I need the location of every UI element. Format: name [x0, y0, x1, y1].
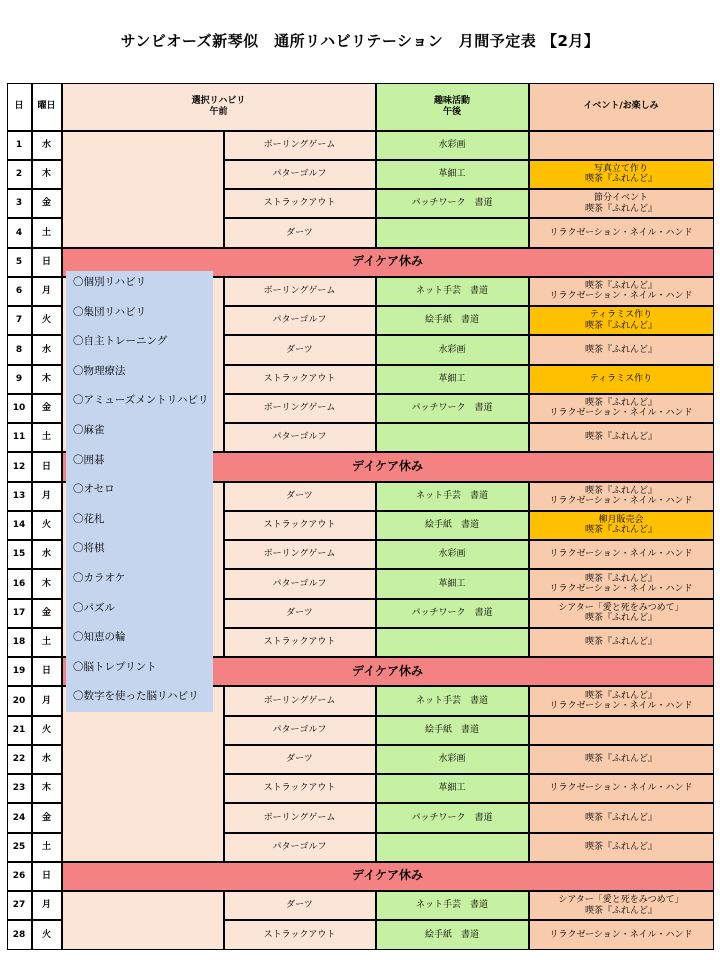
afternoon-activity: 絵手紙 書道 [376, 306, 529, 335]
event-cell-line: シアター「愛と死をみつめて」 [558, 602, 684, 613]
afternoon-activity: ネット手芸 書道 [376, 277, 529, 306]
event-cell [529, 365, 714, 394]
afternoon-activity: 水彩画 [376, 335, 529, 364]
afternoon-activity [376, 423, 529, 452]
event-cell-line: 喫茶『ふれんど』 [584, 613, 657, 624]
afternoon-activity: 絵手紙 書道 [376, 511, 529, 540]
morning-activity: パターゴルフ [224, 160, 376, 189]
event-cell-line: ティラミス作り [589, 373, 653, 384]
rehab-menu-panel [66, 271, 213, 712]
event-cell-line: リラクゼーション・ネイル・ハンド [549, 408, 693, 419]
event-cell-line: リラクゼーション・ネイル・ハンド [549, 227, 693, 238]
event-cell-line: 喫茶『ふれんど』 [584, 754, 657, 765]
weekday-cell: 土 [32, 218, 62, 247]
afternoon-activity: 水彩画 [376, 745, 529, 774]
afternoon-activity: パッチワーク 書道 [376, 599, 529, 628]
weekday-cell: 木 [32, 365, 62, 394]
day-number: 5 [7, 248, 32, 277]
weekday-cell: 火 [32, 716, 62, 745]
weekday-cell: 月 [32, 891, 62, 920]
menu-item: 〇将棋 [73, 542, 105, 555]
event-cell [529, 423, 714, 452]
weekday-cell: 月 [32, 686, 62, 715]
weekday-cell: 日 [32, 657, 62, 686]
afternoon-activity: 革細工 [376, 160, 529, 189]
event-cell-line: リラクゼーション・ネイル・ハンド [549, 700, 693, 711]
morning-activity: ボーリングゲーム [224, 803, 376, 832]
event-cell [529, 599, 714, 628]
header-afternoon [376, 83, 529, 131]
event-cell [529, 189, 714, 218]
menu-item: 〇脳トレプリント [73, 660, 157, 673]
afternoon-activity: 革細工 [376, 365, 529, 394]
morning-activity: パターゴルフ [224, 716, 376, 745]
event-cell [529, 803, 714, 832]
event-cell-line: リラクゼーション・ネイル・ハンド [549, 929, 693, 940]
page-title: サンビオーズ新琴似 通所リハビリテーション 月間予定表 【2月】 [120, 32, 600, 50]
closed-day-banner: デイケア休み [62, 862, 714, 891]
day-number: 4 [7, 218, 32, 247]
menu-item: 〇パズル [73, 601, 115, 614]
afternoon-activity: ネット手芸 書道 [376, 482, 529, 511]
event-cell-line: 喫茶『ふれんど』 [584, 432, 657, 443]
weekday-cell: 金 [32, 803, 62, 832]
morning-activity: ダーツ [224, 599, 376, 628]
day-number: 11 [7, 423, 32, 452]
day-number: 16 [7, 569, 32, 598]
day-number: 6 [7, 277, 32, 306]
morning-blank-block [62, 891, 224, 950]
event-cell-line: 写真立て作り [593, 164, 648, 175]
event-cell [529, 891, 714, 920]
closed-day-banner: デイケア休み [62, 248, 714, 277]
afternoon-activity: 水彩画 [376, 540, 529, 569]
day-number: 12 [7, 452, 32, 481]
event-cell [529, 569, 714, 598]
event-cell [529, 482, 714, 511]
event-cell-line: リラクゼーション・ネイル・ハンド [549, 549, 693, 560]
morning-activity: ボーリングゲーム [224, 277, 376, 306]
event-cell-line: 喫茶『ふれんど』 [584, 281, 657, 292]
event-cell [529, 833, 714, 862]
weekday-cell: 土 [32, 423, 62, 452]
day-number: 8 [7, 335, 32, 364]
morning-activity: ストラックアウト [224, 920, 376, 949]
day-number: 21 [7, 716, 32, 745]
weekday-cell: 水 [32, 131, 62, 160]
day-number: 1 [7, 131, 32, 160]
menu-item: 〇知恵の輪 [73, 631, 126, 644]
header-afternoon-line: 午後 [442, 106, 461, 117]
afternoon-activity: 革細工 [376, 774, 529, 803]
day-number: 2 [7, 160, 32, 189]
menu-item: 〇カラオケ [73, 571, 126, 584]
menu-item: 〇アミューズメントリハビリ [73, 394, 209, 407]
afternoon-activity: ネット手芸 書道 [376, 686, 529, 715]
day-number: 10 [7, 394, 32, 423]
event-cell [529, 511, 714, 540]
event-cell [529, 628, 714, 657]
day-number: 17 [7, 599, 32, 628]
event-cell [529, 306, 714, 335]
event-cell-line: 喫茶『ふれんど』 [584, 344, 657, 355]
event-cell [529, 540, 714, 569]
morning-activity: パターゴルフ [224, 306, 376, 335]
weekday-cell: 金 [32, 189, 62, 218]
morning-activity: ストラックアウト [224, 189, 376, 218]
day-number: 28 [7, 920, 32, 949]
day-number: 19 [7, 657, 32, 686]
header-events: イベント/お楽しみ [529, 83, 714, 131]
morning-activity: ストラックアウト [224, 365, 376, 394]
event-cell-line: 喫茶『ふれんど』 [584, 841, 657, 852]
header-morning [62, 83, 376, 131]
weekday-cell: 水 [32, 540, 62, 569]
day-number: 3 [7, 189, 32, 218]
menu-item: 〇個別リハビリ [73, 276, 147, 288]
event-cell [529, 160, 714, 189]
afternoon-activity: 水彩画 [376, 131, 529, 160]
event-cell-line: 喫茶『ふれんど』 [584, 485, 657, 496]
weekday-cell: 木 [32, 160, 62, 189]
event-cell-line: 柳月販売会 [598, 515, 644, 526]
morning-activity: ストラックアウト [224, 774, 376, 803]
event-cell [529, 716, 714, 745]
morning-activity: ボーリングゲーム [224, 540, 376, 569]
day-number: 23 [7, 774, 32, 803]
event-cell-line: リラクゼーション・ネイル・ハンド [549, 291, 693, 302]
event-cell-line: 喫茶『ふれんど』 [584, 320, 657, 331]
header-afternoon-line: 趣味活動 [433, 96, 470, 107]
header-morning-line: 午前 [209, 106, 228, 117]
weekday-cell: 月 [32, 482, 62, 511]
day-number: 7 [7, 306, 32, 335]
afternoon-activity: ネット手芸 書道 [376, 891, 529, 920]
day-number: 27 [7, 891, 32, 920]
weekday-cell: 月 [32, 277, 62, 306]
event-cell-line: ティラミス作り [589, 310, 653, 321]
afternoon-activity: 革細工 [376, 569, 529, 598]
afternoon-activity: パッチワーク 書道 [376, 394, 529, 423]
day-number: 15 [7, 540, 32, 569]
menu-item: 〇オセロ [73, 483, 115, 496]
event-cell-line: 喫茶『ふれんど』 [584, 525, 657, 536]
event-cell-line: 喫茶『ふれんど』 [584, 637, 657, 648]
event-cell-line: 喫茶『ふれんど』 [584, 812, 657, 823]
header-weekday: 曜日 [32, 83, 62, 131]
event-cell [529, 218, 714, 247]
weekday-cell: 火 [32, 306, 62, 335]
morning-activity: ストラックアウト [224, 511, 376, 540]
event-cell-line: リラクゼーション・ネイル・ハンド [549, 496, 693, 507]
menu-item: 〇麻雀 [73, 423, 105, 436]
event-cell-line: 喫茶『ふれんど』 [584, 203, 657, 214]
day-number: 22 [7, 745, 32, 774]
weekday-cell: 火 [32, 511, 62, 540]
weekday-cell: 土 [32, 833, 62, 862]
event-cell-line: 喫茶『ふれんど』 [584, 174, 657, 185]
menu-item: 〇自主トレーニング [73, 335, 168, 348]
event-cell [529, 686, 714, 715]
afternoon-activity: パッチワーク 書道 [376, 189, 529, 218]
day-number: 25 [7, 833, 32, 862]
weekday-cell: 日 [32, 248, 62, 277]
weekday-cell: 金 [32, 599, 62, 628]
weekday-cell: 木 [32, 774, 62, 803]
afternoon-activity [376, 628, 529, 657]
event-cell [529, 745, 714, 774]
morning-activity: パターゴルフ [224, 569, 376, 598]
afternoon-activity [376, 218, 529, 247]
morning-blank-block [62, 131, 224, 248]
day-number: 13 [7, 482, 32, 511]
weekday-cell: 火 [32, 920, 62, 949]
event-cell-line: 喫茶『ふれんど』 [584, 690, 657, 701]
event-cell [529, 920, 714, 949]
day-number: 24 [7, 803, 32, 832]
event-cell [529, 277, 714, 306]
morning-activity: ストラックアウト [224, 628, 376, 657]
morning-activity: パターゴルフ [224, 833, 376, 862]
morning-activity: ボーリングゲーム [224, 131, 376, 160]
event-cell [529, 394, 714, 423]
weekday-cell: 日 [32, 862, 62, 891]
weekday-cell: 水 [32, 335, 62, 364]
event-cell-line: リラクゼーション・ネイル・ハンド [549, 583, 693, 594]
day-number: 14 [7, 511, 32, 540]
event-cell [529, 335, 714, 364]
weekday-cell: 金 [32, 394, 62, 423]
morning-activity: ボーリングゲーム [224, 394, 376, 423]
menu-item: 〇数字を使った脳リハビリ [73, 690, 199, 703]
morning-activity: ダーツ [224, 482, 376, 511]
event-cell [529, 131, 714, 160]
afternoon-activity [376, 833, 529, 862]
morning-activity: ダーツ [224, 218, 376, 247]
event-cell-line: リラクゼーション・ネイル・ハンド [549, 783, 693, 794]
menu-item: 〇集団リハビリ [73, 305, 147, 318]
event-cell [529, 774, 714, 803]
morning-activity: ダーツ [224, 891, 376, 920]
afternoon-activity: 絵手紙 書道 [376, 920, 529, 949]
day-number: 20 [7, 686, 32, 715]
day-number: 9 [7, 365, 32, 394]
menu-item: 〇花札 [73, 512, 105, 525]
day-number: 26 [7, 862, 32, 891]
menu-item: 〇囲碁 [73, 453, 105, 466]
weekday-cell: 土 [32, 628, 62, 657]
weekday-cell: 日 [32, 452, 62, 481]
closed-day-banner: デイケア休み [62, 452, 714, 481]
afternoon-activity: パッチワーク 書道 [376, 803, 529, 832]
header-morning-line: 選択リハビリ [191, 96, 246, 107]
morning-activity: ダーツ [224, 335, 376, 364]
event-cell-line: シアター「愛と死をみつめて」 [558, 895, 684, 906]
event-cell-line: 喫茶『ふれんど』 [584, 905, 657, 916]
day-number: 18 [7, 628, 32, 657]
header-day: 日 [7, 83, 32, 131]
event-cell-line: 節分イベント [593, 193, 648, 204]
afternoon-activity: 絵手紙 書道 [376, 716, 529, 745]
menu-item: 〇物理療法 [73, 364, 126, 377]
event-cell-line: 喫茶『ふれんど』 [584, 398, 657, 409]
closed-day-banner: デイケア休み [62, 657, 714, 686]
morning-activity: パターゴルフ [224, 423, 376, 452]
morning-activity: ボーリングゲーム [224, 686, 376, 715]
event-cell-line: 喫茶『ふれんど』 [584, 573, 657, 584]
weekday-cell: 水 [32, 745, 62, 774]
weekday-cell: 木 [32, 569, 62, 598]
morning-activity: ダーツ [224, 745, 376, 774]
